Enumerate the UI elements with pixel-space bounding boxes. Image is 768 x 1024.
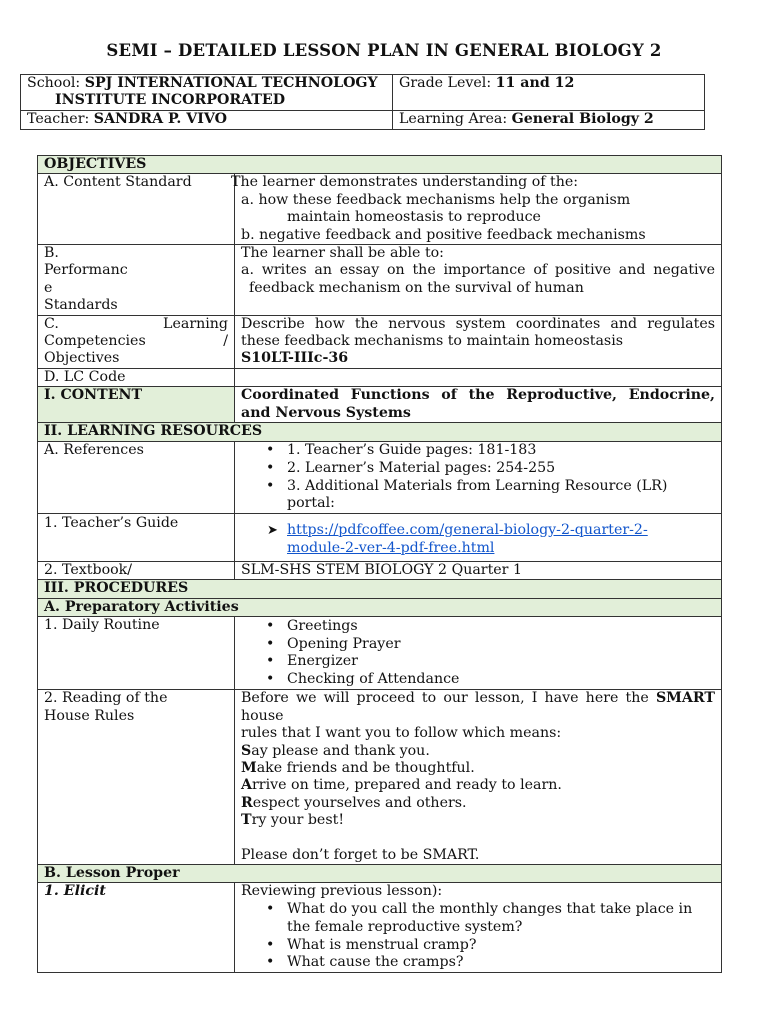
smart-rule bbox=[241, 743, 715, 760]
lc-code-label: D. LC Code bbox=[38, 368, 235, 386]
smart-rule bbox=[241, 760, 715, 777]
competencies-text: Describe how the nervous system coordinates and regulates these feedback mechanisms to maintain homeostasis bbox=[241, 315, 715, 350]
smart-letter: M bbox=[241, 759, 257, 776]
house-rules-intro-c: rules that I want you to follow which means: bbox=[241, 725, 562, 742]
teacher-cell bbox=[21, 111, 393, 130]
textbook-label: 2. Textbook/ bbox=[38, 561, 235, 579]
school-label: School: bbox=[27, 75, 81, 91]
smart-rule bbox=[241, 777, 715, 794]
content-standard-row bbox=[38, 174, 722, 245]
list-item: • Energizer bbox=[287, 653, 715, 670]
content-value: Coordinated Functions of the Reproductive, Endocrine, and Nervous Systems bbox=[235, 387, 722, 423]
content-row bbox=[38, 387, 722, 423]
daily-routine-list bbox=[241, 618, 715, 689]
teachers-guide-label: 1. Teacher’s Guide bbox=[38, 514, 235, 562]
ps-label-1: B. bbox=[44, 245, 59, 262]
content-standard-a-cont: maintain homeostasis to reproduce bbox=[287, 209, 541, 226]
content-standard-intro: The learner demonstrates understanding of the: bbox=[231, 174, 579, 191]
link-line-1: https://pdfcoffee.com/general-biology-2-quarter-2- bbox=[287, 522, 648, 539]
references-row bbox=[38, 441, 722, 514]
arrow-bullet-icon: ➤ bbox=[267, 523, 278, 539]
house-rules-value bbox=[235, 690, 722, 865]
teachers-guide-value bbox=[235, 514, 722, 562]
lc-label-learning: Learning bbox=[163, 315, 228, 332]
ps-a: a. writes an essay on the importance of positive and negative bbox=[241, 262, 715, 279]
school-name-line1: SPJ INTERNATIONAL TECHNOLOGY bbox=[84, 75, 378, 91]
performance-standards-value bbox=[235, 245, 722, 316]
smart-rest: ay please and thank you. bbox=[251, 742, 430, 759]
content-standard-a: a. how these feedback mechanisms help the organism bbox=[241, 191, 631, 208]
references-label: A. References bbox=[38, 441, 235, 514]
list-item: • Greetings bbox=[287, 618, 715, 635]
learning-area-value: General Biology 2 bbox=[511, 111, 654, 127]
list-item: • 2. Learner’s Material pages: 254-255 bbox=[287, 460, 715, 477]
list-item: • 1. Teacher’s Guide pages: 181-183 bbox=[287, 442, 715, 459]
teacher-name: SANDRA P. VIVO bbox=[93, 111, 228, 127]
content-standard-value bbox=[231, 174, 722, 245]
elicit-label bbox=[38, 883, 235, 973]
smart-rest: rrive on time, prepared and ready to learn. bbox=[252, 777, 562, 794]
house-rules-label-1: 2. Reading of the bbox=[44, 690, 168, 707]
list-item: • Checking of Attendance bbox=[287, 671, 715, 688]
competencies-row bbox=[38, 315, 722, 368]
lc-label-comp: Competencies bbox=[44, 333, 146, 350]
header-info-table bbox=[20, 74, 705, 130]
smart-letter: S bbox=[241, 742, 252, 759]
lesson-proper-heading: B. Lesson Proper bbox=[38, 864, 722, 882]
preparatory-heading: A. Preparatory Activities bbox=[38, 598, 722, 616]
list-item: • What is menstrual cramp? bbox=[287, 937, 715, 954]
objectives-heading-row bbox=[38, 156, 722, 174]
elicit-label-text: 1. Elicit bbox=[44, 883, 106, 900]
content-standard-label: A. Content Standard bbox=[38, 174, 235, 245]
lesson-proper-heading-row bbox=[38, 864, 722, 882]
textbook-row bbox=[38, 561, 722, 579]
list-item: • Opening Prayer bbox=[287, 636, 715, 653]
ps-label-2: Performanc bbox=[44, 262, 128, 279]
school-cell bbox=[21, 75, 393, 111]
smart-rule bbox=[241, 795, 715, 812]
elicit-row bbox=[38, 883, 722, 973]
house-rules-label bbox=[38, 690, 235, 865]
preparatory-heading-row bbox=[38, 598, 722, 616]
list-item: • 3. Additional Materials from Learning Resource (LR) portal: bbox=[287, 478, 715, 513]
smart-letter: T bbox=[241, 812, 252, 829]
smart-word: SMART bbox=[655, 690, 715, 707]
procedures-heading: III. PROCEDURES bbox=[38, 580, 722, 598]
house-rules-intro-b: house bbox=[241, 707, 284, 724]
smart-rest: ry your best! bbox=[251, 812, 345, 829]
daily-routine-label: 1. Daily Routine bbox=[38, 617, 235, 690]
house-rules-intro: Before we will proceed to our lesson, I have here the bbox=[241, 690, 656, 707]
lc-label-obj: Objectives bbox=[44, 350, 120, 367]
teacher-label: Teacher: bbox=[27, 111, 90, 127]
performance-standards-row bbox=[38, 245, 722, 316]
house-rules-row bbox=[38, 690, 722, 865]
list-item: • What cause the cramps? bbox=[287, 954, 715, 971]
smart-rule bbox=[241, 812, 715, 829]
competency-code: S10LT-IIIc-36 bbox=[241, 350, 349, 367]
procedures-heading-row bbox=[38, 580, 722, 598]
performance-standards-label bbox=[38, 245, 235, 316]
learning-area-label: Learning Area: bbox=[399, 111, 508, 127]
link-line-2: module-2-ver-4-pdf-free.html bbox=[287, 539, 495, 556]
competencies-label bbox=[38, 315, 235, 368]
daily-routine-value bbox=[235, 617, 722, 690]
ps-label-3: e bbox=[44, 279, 53, 296]
competencies-value bbox=[235, 315, 722, 368]
school-name-line2: INSTITUTE INCORPORATED bbox=[55, 92, 286, 109]
grade-level-value: 11 and 12 bbox=[495, 75, 575, 91]
content-label: I. CONTENT bbox=[38, 387, 235, 423]
teachers-guide-row bbox=[38, 514, 722, 562]
list-item: • What do you call the monthly changes that take place in the female reproductive system? bbox=[287, 901, 715, 936]
ps-label-4: Standards bbox=[44, 297, 118, 314]
document-title: SEMI – DETAILED LESSON PLAN IN GENERAL BIOLOGY 2 bbox=[106, 41, 662, 60]
references-value bbox=[235, 441, 722, 514]
grade-level-label: Grade Level: bbox=[399, 75, 492, 91]
textbook-value: SLM-SHS STEM BIOLOGY 2 Quarter 1 bbox=[235, 561, 722, 579]
references-list bbox=[241, 442, 715, 513]
ps-a-cont: feedback mechanism on the survival of human bbox=[249, 279, 584, 296]
smart-rest: espect yourselves and others. bbox=[252, 794, 467, 811]
ps-intro: The learner shall be able to: bbox=[241, 245, 444, 262]
learning-area-cell bbox=[393, 111, 705, 130]
teachers-guide-link[interactable] bbox=[287, 522, 648, 555]
daily-routine-row bbox=[38, 617, 722, 690]
smart-rest: ake friends and be thoughtful. bbox=[256, 759, 475, 776]
lc-label-slash: / bbox=[223, 333, 228, 350]
lc-code-row bbox=[38, 368, 722, 386]
house-rules-closing: Please don’t forget to be SMART. bbox=[241, 846, 480, 863]
house-rules-label-2: House Rules bbox=[44, 707, 135, 724]
content-standard-b: b. negative feedback and positive feedback mechanisms bbox=[241, 226, 646, 243]
smart-letter: A bbox=[241, 777, 253, 794]
learning-resources-heading: II. LEARNING RESOURCES bbox=[38, 423, 722, 441]
smart-letter: R bbox=[241, 794, 253, 811]
elicit-value bbox=[235, 883, 722, 973]
elicit-intro: Reviewing previous lesson): bbox=[241, 883, 443, 900]
elicit-questions-list bbox=[241, 901, 715, 972]
lc-label-c: C. bbox=[44, 315, 59, 332]
lc-code-value bbox=[235, 368, 722, 386]
objectives-heading: OBJECTIVES bbox=[38, 156, 722, 174]
grade-level-cell bbox=[393, 75, 705, 111]
lesson-plan-table bbox=[37, 155, 722, 973]
learning-resources-heading-row bbox=[38, 423, 722, 441]
